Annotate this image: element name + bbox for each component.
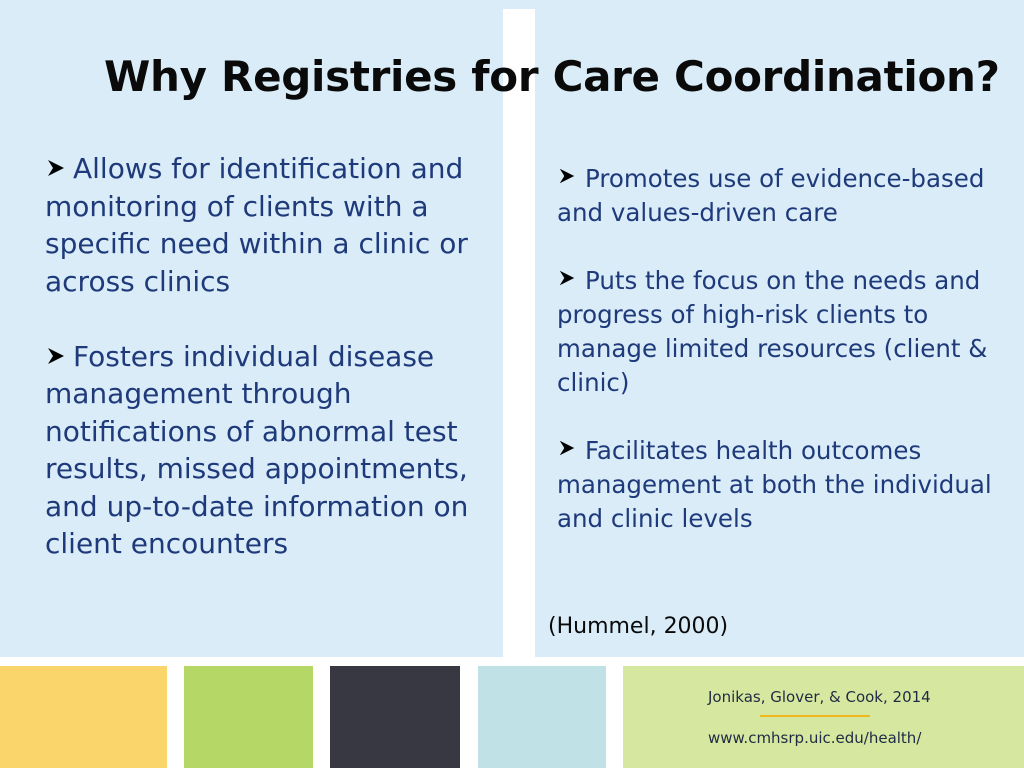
bullet-item [557, 162, 1007, 230]
bullet-item [45, 338, 495, 563]
footer-block-lightgreen [623, 666, 1024, 768]
divider-top [503, 0, 535, 9]
arrow-bullet-icon [45, 346, 73, 366]
footer-authors: Jonikas, Glover, & Cook, 2014 [708, 688, 931, 706]
arrow-bullet-icon [557, 439, 585, 459]
right-bullet-list [557, 162, 1007, 536]
bullet-item [45, 150, 495, 300]
bullet-text: Puts the focus on the needs and progress of high-risk clients to manage limited resources (client & clinic) [557, 266, 988, 397]
bullet-text: Allows for identification and monitoring of clients with a specific need within a clinic or across clinics [45, 152, 468, 298]
bullet-item [557, 264, 1007, 400]
footer-block-dark [330, 666, 460, 768]
footer-block-yellow [0, 666, 167, 768]
left-bullet-list [45, 150, 495, 563]
arrow-bullet-icon [557, 269, 585, 289]
footer-block-green [184, 666, 313, 768]
footer-block-teal [478, 666, 606, 768]
arrow-bullet-icon [557, 167, 585, 187]
arrow-bullet-icon [45, 158, 73, 178]
bullet-text: Facilitates health outcomes management at both the individual and clinic levels [557, 436, 992, 533]
footer-divider [760, 715, 870, 717]
bullet-text: Fosters individual disease management through notifications of abnormal test results, missed appointments, and up-to-date information on client encounters [45, 339, 469, 560]
footer-url: www.cmhsrp.uic.edu/health/ [708, 729, 922, 747]
citation: (Hummel, 2000) [548, 614, 729, 639]
bullet-item [557, 434, 1007, 536]
slide-title: Why Registries for Care Coordination? [104, 52, 1000, 101]
bullet-text: Promotes use of evidence-based and values-driven care [557, 164, 985, 227]
